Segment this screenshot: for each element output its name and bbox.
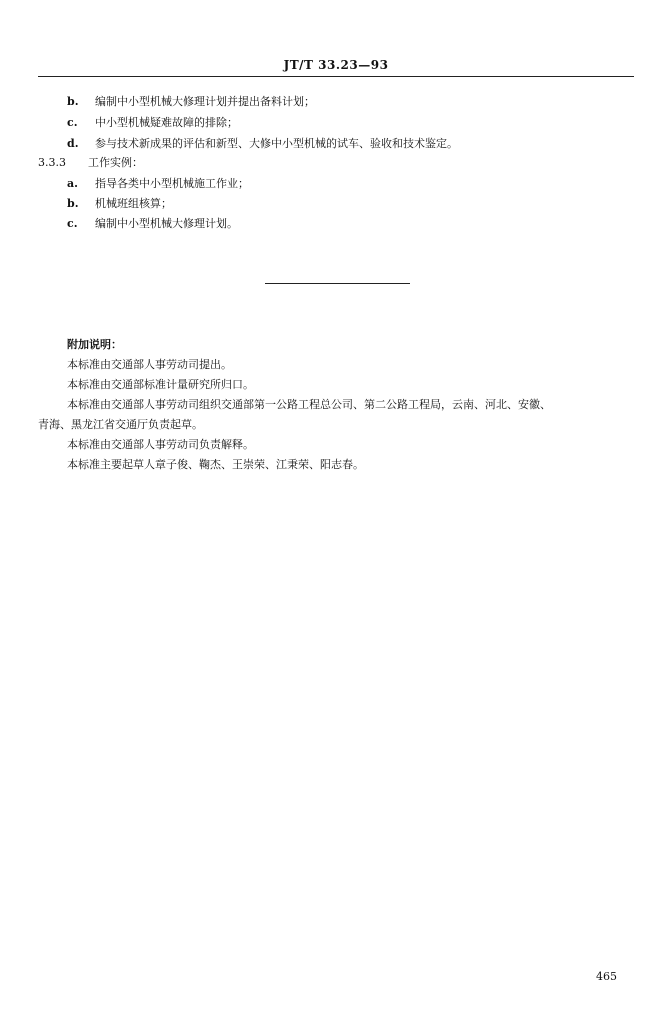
- notes-line: 本标准由交通部人事劳动司组织交通部第一公路工程总公司、第二公路工程局，云南、河北、安徽、: [67, 398, 551, 411]
- list-item-text: 编制中小型机械大修理计划。: [95, 217, 238, 230]
- notes-title: 附加说明：: [67, 338, 122, 351]
- notes-line: 本标准由交通部人事劳动司负责解释。: [67, 438, 254, 451]
- list-item-marker: b.: [67, 95, 79, 108]
- notes-line-continuation: 青海、黑龙江省交通厅负责起草。: [38, 418, 203, 431]
- page-number: 465: [596, 970, 617, 983]
- header-divider: [38, 76, 634, 77]
- notes-line: 本标准由交通部人事劳动司提出。: [67, 358, 232, 371]
- list-item-text: 编制中小型机械大修理计划并提出备料计划；: [95, 95, 315, 108]
- list-item-marker: d.: [67, 137, 79, 150]
- document-code-header: JT/T 33.23—93: [283, 58, 389, 72]
- section-end-divider: [265, 283, 410, 284]
- list-item-text: 指导各类中小型机械施工作业；: [95, 177, 249, 190]
- list-item-marker: a.: [67, 177, 78, 190]
- list-item-text: 机械班组核算；: [95, 197, 172, 210]
- notes-line: 本标准主要起草人章子俊、鞠杰、王崇荣、江秉荣、阳志春。: [67, 458, 364, 471]
- section-number: 3.3.3: [38, 156, 66, 169]
- list-item-marker: b.: [67, 197, 79, 210]
- notes-line: 本标准由交通部标准计量研究所归口。: [67, 378, 254, 391]
- list-item-text: 参与技术新成果的评估和新型、大修中小型机械的试车、验收和技术鉴定。: [95, 137, 458, 150]
- list-item-text: 中小型机械疑难故障的排除；: [95, 116, 238, 129]
- list-item-marker: c.: [67, 217, 78, 230]
- list-item-marker: c.: [67, 116, 78, 129]
- section-title: 工作实例：: [88, 156, 143, 169]
